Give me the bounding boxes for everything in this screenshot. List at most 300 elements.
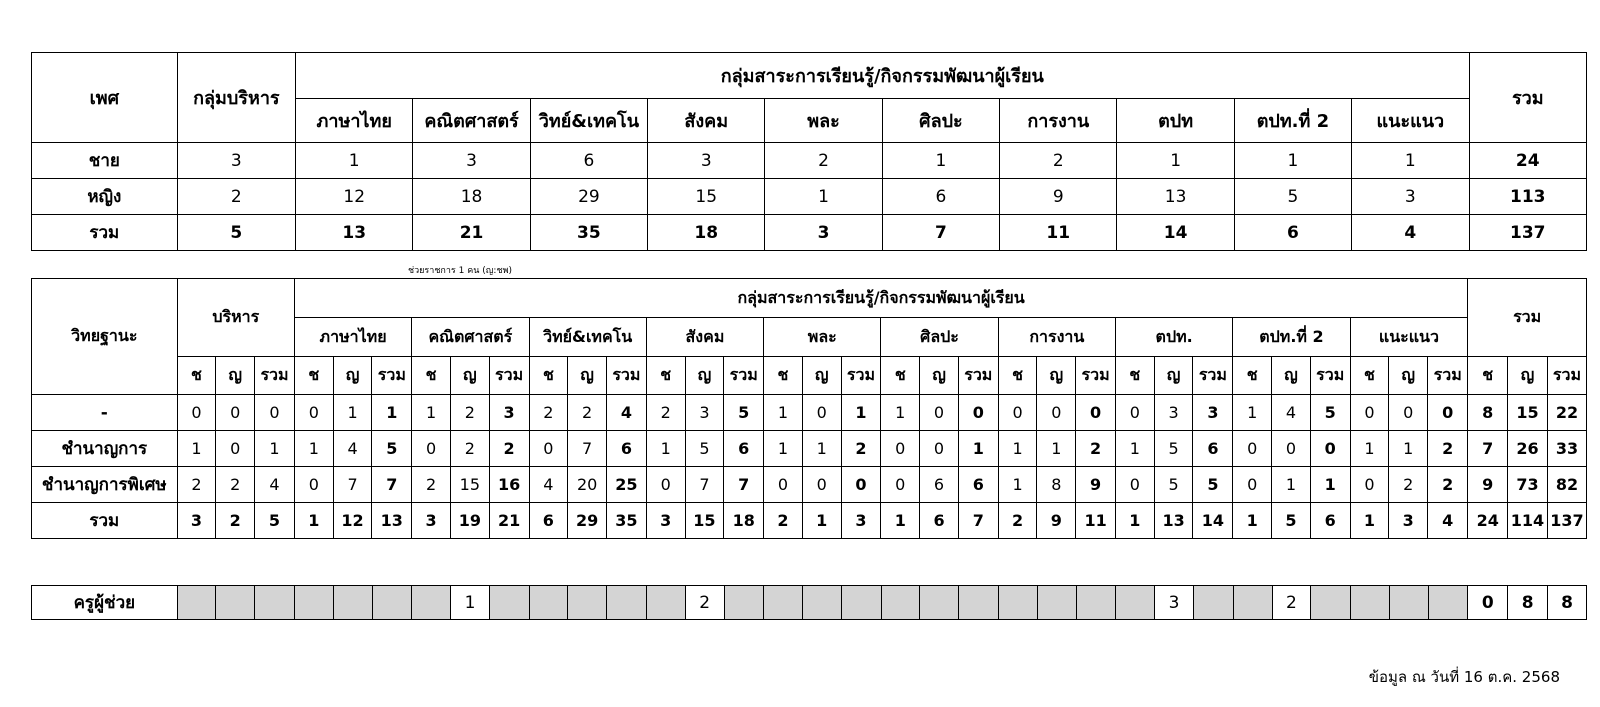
value-cell: 1 — [1233, 503, 1272, 539]
value-cell: 4 — [607, 395, 647, 431]
value-cell: 2 — [765, 143, 882, 179]
rank-header: วิทยฐานะ — [32, 279, 178, 395]
subject-header: สังคม — [648, 99, 765, 143]
value-cell: 6 — [920, 503, 959, 539]
value-cell: 1 — [372, 395, 412, 431]
table-row — [32, 431, 1587, 467]
value-cell: 2 — [1428, 467, 1468, 503]
value-cell: 1 — [1115, 431, 1154, 467]
value-cell: 3 — [646, 503, 685, 539]
value-cell: 25 — [607, 467, 647, 503]
value-cell: 6 — [529, 503, 568, 539]
value-cell: 3 — [1193, 395, 1233, 431]
value-cell: 1 — [881, 395, 920, 431]
value-cell: 2 — [841, 431, 881, 467]
value-cell: 15 — [450, 467, 489, 503]
learning-group-header-2: กลุ่มสาระการเรียนรู้/กิจกรรมพัฒนาผู้เรียน — [294, 279, 1467, 318]
value-cell: 3 — [648, 143, 765, 179]
value-cell: 6 — [530, 143, 647, 179]
assistant-cell: 3 — [1155, 586, 1194, 620]
gender-sublabel: ช — [998, 357, 1037, 395]
value-cell: 26 — [1508, 431, 1548, 467]
value-cell: 0 — [841, 467, 881, 503]
value-cell: 11 — [1076, 503, 1116, 539]
value-cell: 4 — [1352, 215, 1469, 251]
gender-sublabel: ช — [412, 357, 451, 395]
total-cell: 24 — [1469, 143, 1586, 179]
value-cell: 1 — [294, 431, 333, 467]
value-cell: 73 — [1508, 467, 1548, 503]
value-cell: 0 — [216, 431, 255, 467]
rank-label: ชำนาญการ — [32, 431, 178, 467]
value-cell: 1 — [802, 503, 841, 539]
assistant-cell — [177, 586, 216, 620]
subject-header: แนะแนว — [1352, 99, 1469, 143]
table-row — [32, 503, 1587, 539]
assistant-cell — [647, 586, 686, 620]
assistant-cell — [999, 586, 1038, 620]
value-cell: 0 — [1076, 395, 1116, 431]
assistant-cell: 0 — [1468, 586, 1508, 620]
assistant-cell — [1428, 586, 1468, 620]
value-cell: 1 — [764, 395, 803, 431]
value-cell: 0 — [920, 431, 959, 467]
value-cell: 1 — [646, 431, 685, 467]
assistant-cell — [959, 586, 999, 620]
value-cell: 0 — [1272, 431, 1311, 467]
value-cell: 1 — [1350, 431, 1389, 467]
value-cell: 5 — [1272, 503, 1311, 539]
value-cell: 6 — [920, 467, 959, 503]
value-cell: 4 — [333, 431, 372, 467]
value-cell: 12 — [296, 179, 413, 215]
assistant-cell — [1389, 586, 1428, 620]
value-cell: 0 — [1115, 467, 1154, 503]
value-cell: 1 — [1350, 503, 1389, 539]
value-cell: 18 — [413, 179, 530, 215]
gender-sublabel: ช — [646, 357, 685, 395]
value-cell: 4 — [529, 467, 568, 503]
value-cell: 7 — [882, 215, 999, 251]
assistant-cell — [412, 586, 451, 620]
value-cell: 2 — [1389, 467, 1428, 503]
value-cell: 2 — [764, 503, 803, 539]
gender-sublabel: รวม — [1547, 357, 1586, 395]
subject-header: ตปท.ที่ 2 — [1234, 99, 1351, 143]
value-cell: 2 — [450, 431, 489, 467]
value-cell: 5 — [1154, 467, 1193, 503]
assistant-cell — [803, 586, 842, 620]
value-cell: 7 — [685, 467, 724, 503]
value-cell: 3 — [489, 395, 529, 431]
table-row — [32, 395, 1587, 431]
gender-summary-table — [31, 52, 1587, 251]
assistant-cell: 8 — [1508, 586, 1548, 620]
value-cell: 2 — [529, 395, 568, 431]
value-cell: 6 — [724, 431, 764, 467]
admin-cell: 2 — [177, 179, 295, 215]
value-cell: 7 — [568, 431, 607, 467]
value-cell: 0 — [216, 395, 255, 431]
value-cell: 1 — [1117, 143, 1234, 179]
value-cell: 15 — [648, 179, 765, 215]
gender-sublabel: รวม — [1310, 357, 1350, 395]
admin-group-header: กลุ่มบริหาร — [177, 53, 295, 143]
value-cell: 0 — [294, 467, 333, 503]
value-cell: 6 — [1234, 215, 1351, 251]
value-cell: 7 — [1468, 431, 1508, 467]
value-cell: 6 — [958, 467, 998, 503]
gender-sublabel: รวม — [1193, 357, 1233, 395]
subject-header: สังคม — [646, 318, 763, 357]
value-cell: 22 — [1547, 395, 1586, 431]
assistant-cell — [1076, 586, 1116, 620]
value-cell: 1 — [1037, 431, 1076, 467]
value-cell: 3 — [765, 215, 882, 251]
value-cell: 1 — [802, 431, 841, 467]
subject-header: คณิตศาสตร์ — [413, 99, 530, 143]
value-cell: 2 — [1000, 143, 1117, 179]
assistant-teacher-table — [31, 585, 1587, 620]
gender-sublabel: ช — [294, 357, 333, 395]
value-cell: 2 — [646, 395, 685, 431]
value-cell: 1 — [764, 431, 803, 467]
subject-header: ตปท. — [1115, 318, 1232, 357]
assistant-cell — [764, 586, 803, 620]
value-cell: 0 — [1037, 395, 1076, 431]
value-cell: 19 — [450, 503, 489, 539]
value-cell: 0 — [802, 467, 841, 503]
gender-sublabel: ช — [1233, 357, 1272, 395]
table-row — [32, 215, 1587, 251]
learning-group-header: กลุ่มสาระการเรียนรู้/กิจกรรมพัฒนาผู้เรียน — [296, 53, 1470, 99]
value-cell: 2 — [1076, 431, 1116, 467]
rank-label: ชำนาญการพิเศษ — [32, 467, 178, 503]
value-cell: 0 — [1350, 395, 1389, 431]
value-cell: 16 — [489, 467, 529, 503]
admin-cell: 3 — [177, 143, 295, 179]
gender-sublabel: ช — [881, 357, 920, 395]
value-cell: 1 — [412, 395, 451, 431]
value-cell: 9 — [1076, 467, 1116, 503]
value-cell: 5 — [685, 431, 724, 467]
value-cell: 7 — [724, 467, 764, 503]
value-cell: 29 — [530, 179, 647, 215]
gender-sublabel: รวม — [489, 357, 529, 395]
value-cell: 1 — [998, 431, 1037, 467]
value-cell: 5 — [1154, 431, 1193, 467]
subject-header: พละ — [765, 99, 882, 143]
assistant-cell — [1037, 586, 1076, 620]
value-cell: 5 — [255, 503, 295, 539]
value-cell: 0 — [255, 395, 295, 431]
value-cell: 0 — [529, 431, 568, 467]
table-row — [32, 467, 1587, 503]
value-cell: 8 — [1468, 395, 1508, 431]
value-cell: 2 — [216, 503, 255, 539]
assistant-cell — [1311, 586, 1351, 620]
table-row — [32, 143, 1587, 179]
rank-label: - — [32, 395, 178, 431]
value-cell: 13 — [296, 215, 413, 251]
value-cell: 0 — [958, 395, 998, 431]
gender-sublabel: ญ — [685, 357, 724, 395]
value-cell: 15 — [1508, 395, 1548, 431]
value-cell: 1 — [881, 503, 920, 539]
gender-sublabel: รวม — [372, 357, 412, 395]
value-cell: 11 — [1000, 215, 1117, 251]
value-cell: 14 — [1117, 215, 1234, 251]
row-label: รวม — [32, 215, 178, 251]
assistant-cell — [841, 586, 881, 620]
value-cell: 0 — [294, 395, 333, 431]
value-cell: 21 — [413, 215, 530, 251]
gender-sublabel: รวม — [841, 357, 881, 395]
subject-header: การงาน — [1000, 99, 1117, 143]
gender-sublabel: ญ — [450, 357, 489, 395]
value-cell: 6 — [1193, 431, 1233, 467]
assistant-cell — [881, 586, 920, 620]
value-cell: 3 — [413, 143, 530, 179]
gender-sublabel: ช — [1115, 357, 1154, 395]
assistant-teacher-label: ครูผู้ช่วย — [32, 586, 178, 620]
value-cell: 9 — [1468, 467, 1508, 503]
value-cell: 1 — [177, 431, 216, 467]
gender-sublabel: รวม — [724, 357, 764, 395]
total-cell: 137 — [1469, 215, 1586, 251]
value-cell: 29 — [568, 503, 607, 539]
gender-sublabel: ญ — [568, 357, 607, 395]
value-cell: 7 — [372, 467, 412, 503]
admin-header: บริหาร — [177, 279, 294, 357]
value-cell: 9 — [1037, 503, 1076, 539]
value-cell: 0 — [881, 467, 920, 503]
assistant-cell — [724, 586, 764, 620]
subject-header: ศิลปะ — [882, 99, 999, 143]
value-cell: 1 — [1115, 503, 1154, 539]
assistant-cell — [1116, 586, 1155, 620]
value-cell: 8 — [1037, 467, 1076, 503]
value-cell: 3 — [177, 503, 216, 539]
rank-label: รวม — [32, 503, 178, 539]
value-cell: 35 — [607, 503, 647, 539]
seconded-note: ช่วยราชการ 1 คน (ญ:ชพ) — [408, 266, 513, 276]
gender-sublabel: รวม — [255, 357, 295, 395]
value-cell: 0 — [1310, 431, 1350, 467]
value-cell: 13 — [1154, 503, 1193, 539]
gender-sublabel: ญ — [333, 357, 372, 395]
subject-header: ศิลปะ — [881, 318, 998, 357]
value-cell: 2 — [450, 395, 489, 431]
value-cell: 3 — [841, 503, 881, 539]
value-cell: 0 — [1350, 467, 1389, 503]
value-cell: 0 — [764, 467, 803, 503]
value-cell: 5 — [1310, 395, 1350, 431]
gender-sublabel: ญ — [1272, 357, 1311, 395]
row-label: หญิง — [32, 179, 178, 215]
assistant-cell: 2 — [1272, 586, 1311, 620]
assistant-cell: 2 — [685, 586, 724, 620]
value-cell: 3 — [412, 503, 451, 539]
value-cell: 5 — [724, 395, 764, 431]
gender-sublabel: รวม — [958, 357, 998, 395]
gender-sublabel: ช — [177, 357, 216, 395]
gender-sublabel: ช — [1468, 357, 1508, 395]
value-cell: 0 — [1233, 431, 1272, 467]
value-cell: 1 — [1389, 431, 1428, 467]
value-cell: 15 — [685, 503, 724, 539]
value-cell: 137 — [1547, 503, 1586, 539]
admin-cell: 5 — [177, 215, 295, 251]
value-cell: 6 — [1310, 503, 1350, 539]
value-cell: 0 — [881, 431, 920, 467]
assistant-cell: 8 — [1548, 586, 1587, 620]
value-cell: 2 — [489, 431, 529, 467]
gender-sublabel: ญ — [216, 357, 255, 395]
table-row — [32, 179, 1587, 215]
value-cell: 3 — [685, 395, 724, 431]
subject-header: วิทย์&เทคโน — [530, 99, 647, 143]
gender-sublabel: รวม — [607, 357, 647, 395]
gender-sublabel: ญ — [1037, 357, 1076, 395]
value-cell: 24 — [1468, 503, 1508, 539]
value-cell: 5 — [1234, 179, 1351, 215]
gender-sublabel: รวม — [1428, 357, 1468, 395]
value-cell: 1 — [296, 143, 413, 179]
assistant-cell — [216, 586, 255, 620]
value-cell: 5 — [372, 431, 412, 467]
gender-sublabel: ช — [529, 357, 568, 395]
value-cell: 9 — [1000, 179, 1117, 215]
value-cell: 2 — [216, 467, 255, 503]
value-cell: 0 — [177, 395, 216, 431]
subject-header: วิทย์&เทคโน — [529, 318, 646, 357]
assistant-cell — [607, 586, 647, 620]
data-date-footnote: ข้อมูล ณ วันที่ 16 ต.ค. 2568 — [1368, 668, 1560, 686]
gender-sublabel: ช — [764, 357, 803, 395]
value-cell: 5 — [1193, 467, 1233, 503]
assistant-cell — [1351, 586, 1390, 620]
subject-header: การงาน — [998, 318, 1115, 357]
value-cell: 114 — [1508, 503, 1548, 539]
value-cell: 1 — [1310, 467, 1350, 503]
assistant-cell — [372, 586, 412, 620]
value-cell: 1 — [882, 143, 999, 179]
value-cell: 0 — [1428, 395, 1468, 431]
value-cell: 0 — [646, 467, 685, 503]
value-cell: 0 — [1389, 395, 1428, 431]
value-cell: 35 — [530, 215, 647, 251]
gender-sublabel: ญ — [1389, 357, 1428, 395]
gender-sublabel: ญ — [1154, 357, 1193, 395]
assistant-cell — [333, 586, 372, 620]
value-cell: 6 — [607, 431, 647, 467]
value-cell: 18 — [724, 503, 764, 539]
value-cell: 1 — [765, 179, 882, 215]
assistant-cell — [255, 586, 295, 620]
gender-sublabel: ช — [1350, 357, 1389, 395]
value-cell: 1 — [1272, 467, 1311, 503]
value-cell: 33 — [1547, 431, 1586, 467]
total-header: รวม — [1469, 53, 1586, 143]
gender-sublabel: ญ — [1508, 357, 1548, 395]
subject-header: ภาษาไทย — [294, 318, 411, 357]
value-cell: 4 — [1272, 395, 1311, 431]
assistant-cell — [529, 586, 568, 620]
value-cell: 7 — [333, 467, 372, 503]
assistant-cell — [489, 586, 529, 620]
subject-header: คณิตศาสตร์ — [412, 318, 529, 357]
value-cell: 13 — [372, 503, 412, 539]
value-cell: 7 — [958, 503, 998, 539]
value-cell: 13 — [1117, 179, 1234, 215]
subject-header: ตปท — [1117, 99, 1234, 143]
value-cell: 3 — [1389, 503, 1428, 539]
value-cell: 4 — [255, 467, 295, 503]
gender-sublabel: รวม — [1076, 357, 1116, 395]
value-cell: 0 — [802, 395, 841, 431]
value-cell: 12 — [333, 503, 372, 539]
subject-header: พละ — [764, 318, 881, 357]
subject-header: ตปท.ที่ 2 — [1233, 318, 1350, 357]
assistant-cell: 1 — [451, 586, 490, 620]
value-cell: 2 — [177, 467, 216, 503]
value-cell: 4 — [1428, 503, 1468, 539]
gender-header: เพศ — [32, 53, 178, 143]
value-cell: 2 — [412, 467, 451, 503]
value-cell: 6 — [882, 179, 999, 215]
gender-sublabel: ญ — [920, 357, 959, 395]
value-cell: 18 — [648, 215, 765, 251]
subject-header: ภาษาไทย — [296, 99, 413, 143]
value-cell: 21 — [489, 503, 529, 539]
total-cell: 113 — [1469, 179, 1586, 215]
assistant-cell — [1193, 586, 1233, 620]
value-cell: 1 — [255, 431, 295, 467]
value-cell: 0 — [1233, 467, 1272, 503]
gender-sublabel: ญ — [802, 357, 841, 395]
value-cell: 1 — [998, 467, 1037, 503]
row-label: ชาย — [32, 143, 178, 179]
assistant-cell — [568, 586, 607, 620]
value-cell: 3 — [1352, 179, 1469, 215]
assistant-cell — [1233, 586, 1272, 620]
value-cell: 2 — [1428, 431, 1468, 467]
value-cell: 0 — [1115, 395, 1154, 431]
value-cell: 1 — [333, 395, 372, 431]
value-cell: 1 — [1233, 395, 1272, 431]
value-cell: 1 — [1352, 143, 1469, 179]
total-header-2: รวม — [1468, 279, 1587, 357]
assistant-cell — [920, 586, 959, 620]
value-cell: 1 — [294, 503, 333, 539]
value-cell: 3 — [1154, 395, 1193, 431]
value-cell: 0 — [920, 395, 959, 431]
value-cell: 0 — [412, 431, 451, 467]
value-cell: 1 — [958, 431, 998, 467]
value-cell: 0 — [998, 395, 1037, 431]
value-cell: 1 — [1234, 143, 1351, 179]
value-cell: 82 — [1547, 467, 1586, 503]
value-cell: 2 — [568, 395, 607, 431]
value-cell: 20 — [568, 467, 607, 503]
value-cell: 14 — [1193, 503, 1233, 539]
academic-rank-table — [31, 278, 1587, 539]
subject-header: แนะแนว — [1350, 318, 1468, 357]
value-cell: 2 — [998, 503, 1037, 539]
assistant-cell — [294, 586, 333, 620]
value-cell: 1 — [841, 395, 881, 431]
